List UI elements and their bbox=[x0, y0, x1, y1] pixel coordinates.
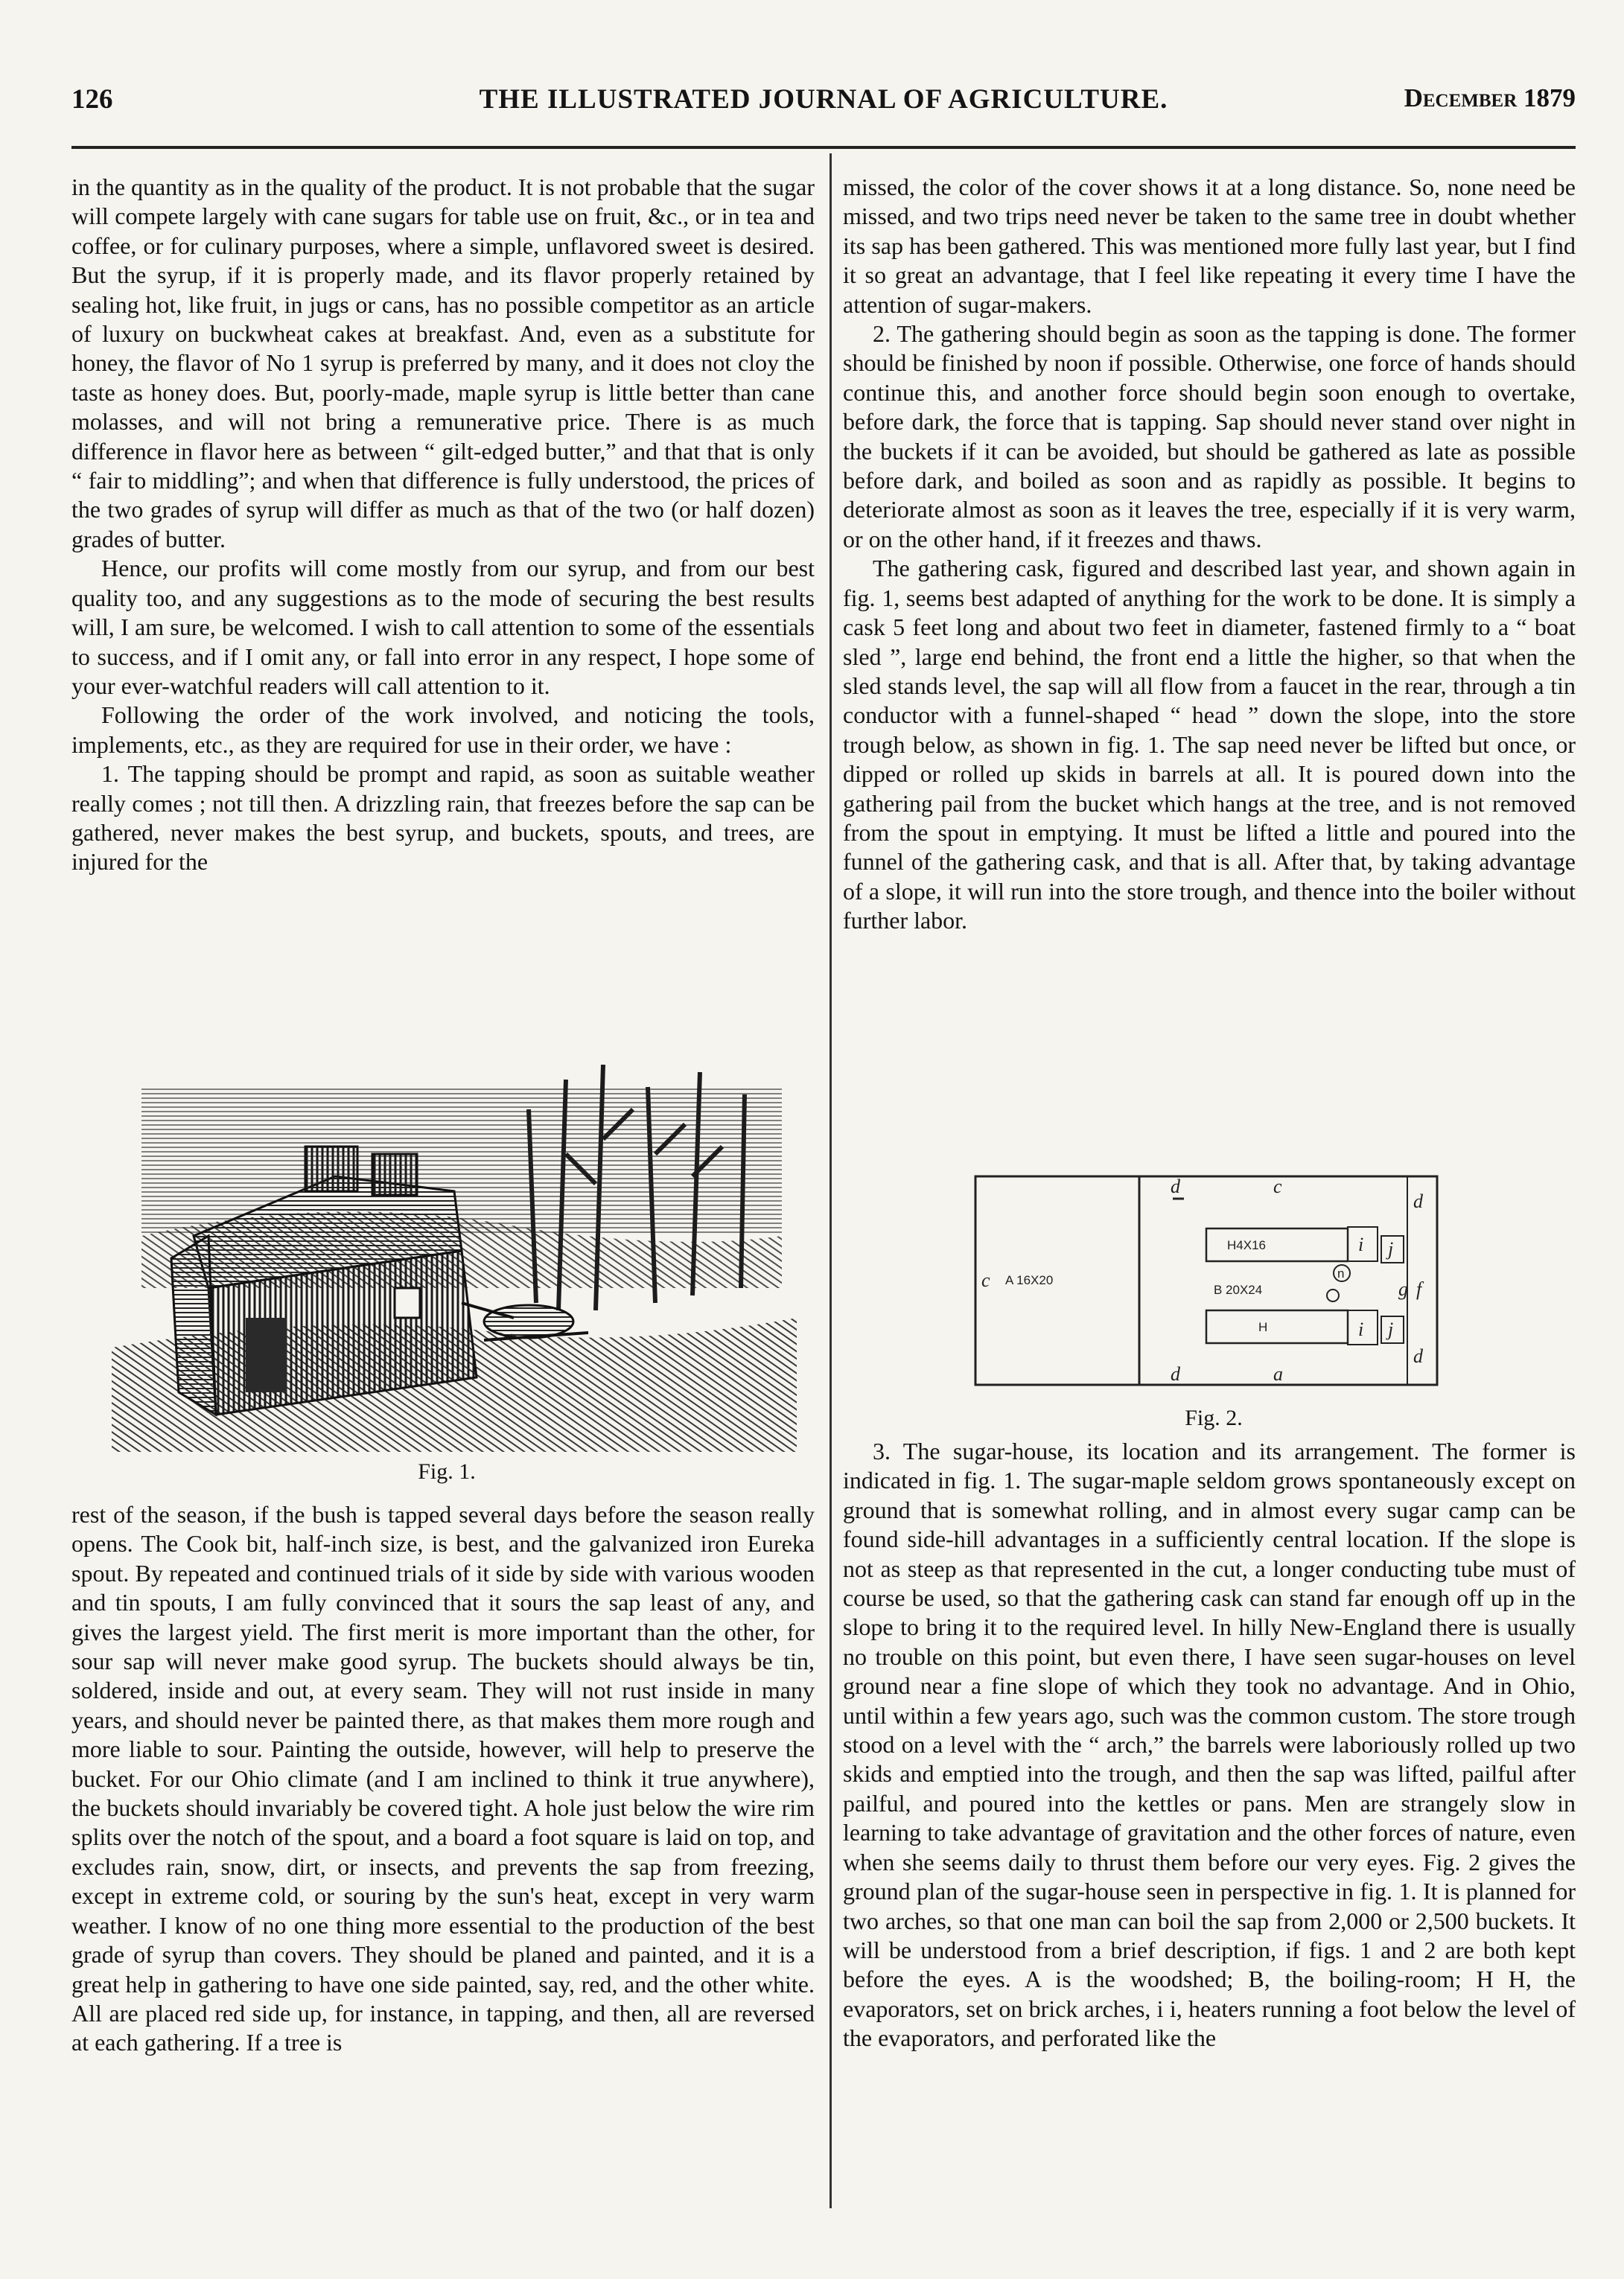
right-column-lower bbox=[843, 1437, 1576, 2053]
paragraph: in the quantity as in the quality of the product. It is not probable that the sugar will compete largely with cane sugars for table use on fruit, &c., or in tea and coffee, or for culinary purposes, where a simple, unflavored sweet is desired. But the syrup, if it is properly made, and its flavor properly retained by sealing hot, like fruit, in jugs or cans, has no possible competitor as an article of luxury on buckwheat cakes at breakfast. And, even as a substitute for honey, the flavor of No 1 syrup is preferred by many, and it does not cloy the taste as honey does. But, poorly-made, maple syrup is little better than cane molasses, and will not bring a remunerative price. There is as much difference in flavor here as between “ gilt-edged butter,” and that that is only “ fair to middling”; and when that difference is fully understood, the prices of the two grades of syrup will differ as much as that of the two (or half dozen) grades of butter. bbox=[71, 173, 815, 552]
paragraph: 3. The sugar-house, its location and its arrangement. The former is indicated in fig. 1. The sugar-maple seldom grows spontaneously except on ground that is somewhat rolling, and in almost every sugar camp can be found side-hill advantages in a sufficiently central location. If the slope is not as steep as that represented in the cut, a longer conducting tube must of course be used, so that the gathering cask can stand far enough off up in the slope to bring it to the required level. In hilly New-England there is usually no trouble on this point, but even there, I have seen sugar-houses on level ground near a fine slope of which they took no advantage. And in Ohio, until within a few years ago, such was the common custom. The store trough stood on a level with the “ arch,” the barrels were laboriously rolled up two skids and emptied into the trough, and then the sap was lifted, pailful after pailful, and poured into the kettles or pans. Men are strangely slow in learning to take advantage of gravitation and the other forces of nature, even when she seems daily to thrust them before our very eyes. Fig. 2 gives the ground plan of the sugar-house seen in perspective in fig. 1. It is planned for two arches, so that one man can boil the sap from 2,000 or 2,500 buckets. It will be understood from a brief description, if figs. 1 and 2 are both kept before the eyes. A is the woodshed; B, the boiling-room; H H, the evaporators, set on brick arches, i i, heaters running a foot below the level of the evaporators, and perforated like the bbox=[843, 1438, 1576, 2052]
plan-label-room-a: A 16X20 bbox=[1005, 1273, 1054, 1287]
paragraph: 1. The tapping should be prompt and rapid, as soon as suitable weather really comes ; not till then. A drizzling rain, that freezes before the sap can be gathered, never makes the best syrup, and buckets, spouts, and trees, are injured for the bbox=[71, 760, 815, 876]
plan-label-h-top: H4X16 bbox=[1227, 1238, 1266, 1252]
plan-letter-n: n bbox=[1337, 1266, 1345, 1281]
plan-letter-i-top: i bbox=[1358, 1234, 1364, 1255]
left-column-lower bbox=[71, 1500, 815, 2058]
plan-letter-g: g bbox=[1398, 1278, 1408, 1300]
page-number: 126 bbox=[71, 84, 113, 115]
fig2-caption: Fig. 2. bbox=[1185, 1406, 1243, 1430]
plan-letter-f: f bbox=[1416, 1278, 1422, 1300]
plan-letter-d-right-bottom: d bbox=[1413, 1345, 1423, 1367]
paragraph: The gathering cask, figured and described last year, and shown again in fig. 1, seems best adapted of anything for the work to be done. It is simply a cask 5 feet long and about two feet in diameter, fastened firmly to a “ boat sled ”, large end behind, the front end a little the higher, so that when the sled stands level, the sap will all flow from a faucet in the rear, through a tin conductor with a funnel-shaped “ head ” down the slope, into the store trough below, as shown in fig. 1. The sap need never be lifted but once, or dipped or rolled up skids in barrels at all. It is poured down into the gathering pail from the bucket which hangs at the tree, and is not removed from the spout in emptying. It must be lifted a little and poured into the funnel of the gathering cask, and that is all. After that, by taking advantage of a slope, it will run into the store trough, and thence into the boiler without further labor. bbox=[843, 555, 1576, 934]
column-divider bbox=[829, 153, 832, 2208]
fig1-caption: Fig. 1. bbox=[418, 1459, 476, 1484]
page-header bbox=[71, 83, 1576, 128]
sugar-house-engraving bbox=[112, 1065, 797, 1452]
plan-letter-a-bottom: a bbox=[1273, 1363, 1283, 1385]
plan-letter-j-bottom: j bbox=[1388, 1319, 1394, 1340]
journal-title: THE ILLUSTRATED JOURNAL OF AGRICULTURE. bbox=[479, 84, 1168, 115]
plan-letter-i-bottom: i bbox=[1358, 1319, 1364, 1340]
plan-letter-c-left: c bbox=[981, 1269, 990, 1291]
plan-letter-j-top: j bbox=[1388, 1238, 1394, 1260]
header-rule bbox=[71, 146, 1576, 149]
plan-letter-c-top: c bbox=[1273, 1176, 1282, 1197]
issue-date: December 1879 bbox=[1404, 83, 1576, 112]
paragraph: Following the order of the work involved, and noticing the tools, implements, etc., as they are required for use in their order, we have : bbox=[71, 701, 815, 758]
paragraph: rest of the season, if the bush is tapped several days before the season really opens. The Cook bit, half-inch size, is best, and the galvanized iron Eureka spout. By repeated and continued trials of it side by side with various wooden and tin spouts, I am fully convinced that it sours the sap least of any, and gives the largest yield. The first merit is more important than the other, for sour sap will never make good syrup. The buckets should always be tin, soldered, inside and out, at every seam. They will not rust inside in many years, and should never be painted there, as that makes them more rough and more liable to sour. Painting the outside, however, will help to preserve the bucket. For our Ohio climate (and I am inclined to think it true anywhere), the buckets should invariably be covered tight. A hole just below the wire rim splits over the notch of the spout, and a board a foot square is laid on top, and excludes rain, snow, dirt, or insects, and prevents the sap from freezing, except in extreme cold, or souring by the sun's heat, except in very warm weather. I know of no one thing more essential to the production of the best grade of syrup than covers. They should be planed and painted, and it is a great help in gathering to have one side painted, say, red, and the other white. All are placed red side up, for instance, in tapping, and then, all are reversed at each gathering. If a tree is bbox=[71, 1501, 815, 2056]
plan-label-h-bottom: H bbox=[1258, 1320, 1268, 1334]
paragraph: missed, the color of the cover shows it at a long distance. So, none need be missed, and two trips need never be taken to the same tree in doubt whether its sap has been gathered. This was mentioned more fully last year, but I find it so great an advantage, that I feel like repeating it every time I have the attention of sugar-makers. bbox=[843, 173, 1576, 318]
left-column-upper bbox=[71, 173, 815, 877]
paragraph: Hence, our profits will come mostly from our syrup, and from our best quality too, and any suggestions as to the mode of securing the best results will, I am sure, be welcomed. I wish to call attention to some of the essentials to success, and if I omit any, or fall into error in any respect, I hope some of your ever-watchful readers will call attention to it. bbox=[71, 555, 815, 699]
plan-label-room-b: B 20X24 bbox=[1214, 1283, 1263, 1297]
paragraph: 2. The gathering should begin as soon as the tapping is done. The former should be finished by noon if possible. Otherwise, one force of hands should continue this, and another force should begin soon enough to overtake, before dark, the force that is tapping. Sap should never stand over night in the buckets if it can be avoided, but should be gathered as late as possible before dark, and boiled as soon and as rapidly as possible. It begins to deteriorate almost as soon as it leaves the tree, especially if it is very warm, or on the other hand, if it freezes and thaws. bbox=[843, 320, 1576, 552]
plan-letter-d-bottom: d bbox=[1171, 1363, 1180, 1385]
sugar-house-ground-plan bbox=[961, 1161, 1467, 1400]
plan-letter-d-top: d bbox=[1171, 1176, 1180, 1197]
right-column-upper bbox=[843, 173, 1576, 936]
plan-letter-d-right-top: d bbox=[1413, 1191, 1423, 1212]
